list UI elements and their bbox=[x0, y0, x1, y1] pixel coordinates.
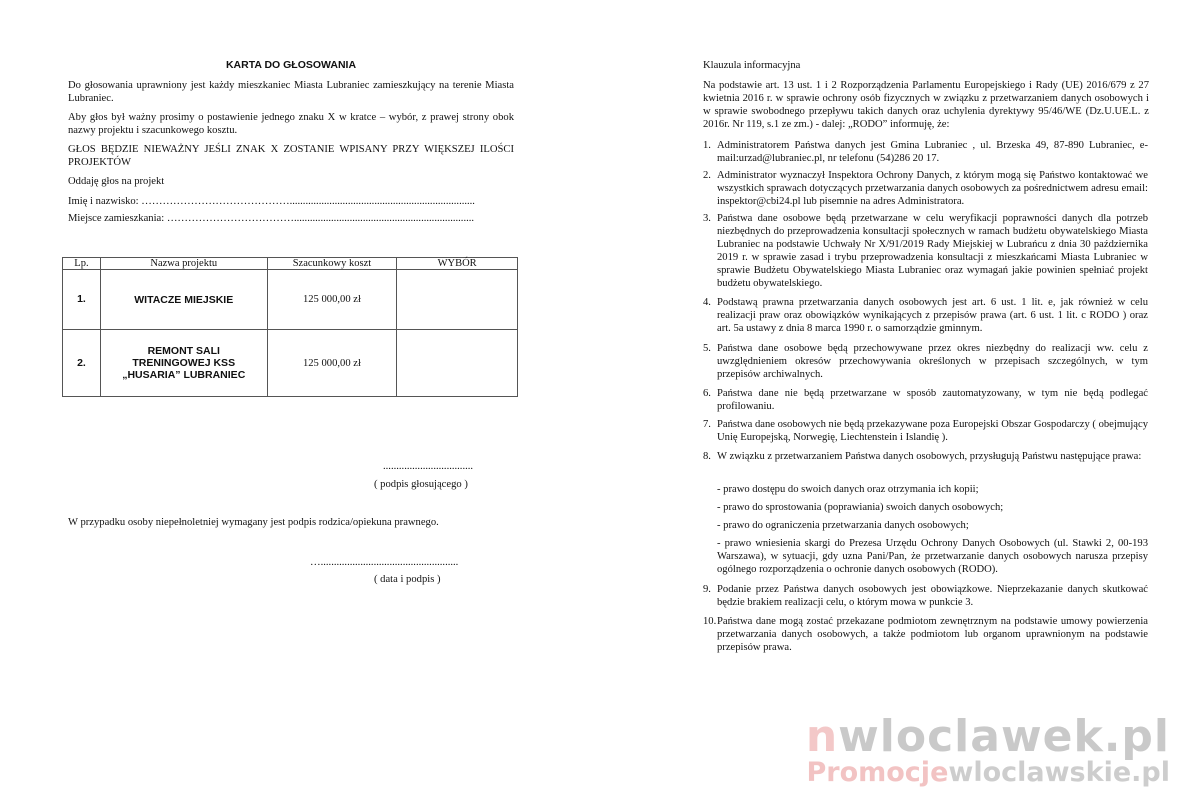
watermark-text: wloclawek.pl bbox=[838, 711, 1170, 762]
item-text: Państwa dane osobowe będą przechowywane przez okres niezbędny do realizacji ww. celu z uwzględnieniem okresów przechowywania określonych w przepisach szczególnych, w tym przepisów archiwalnych. bbox=[717, 343, 1148, 380]
clause-intro: Na podstawie art. 13 ust. 1 i 2 Rozporządzenia Parlamentu Europejskiego i Rady (UE) 2016/679 z 27 kwietnia 2016 r. w sprawie ochrony osób fizycznych w związku z przetwarzaniem danych osobowych i w sprawie swobodnego przepływu takich danych oraz uchylenia dyrektywy 95/46/WE (Dz.U.UE.L. z 2016r. Nr 119, s.1 ze zm.) - dalej: „RODO” informuję, że: bbox=[703, 80, 1149, 130]
item-number: 8. bbox=[703, 451, 711, 462]
header-project-name: Nazwa projektu bbox=[100, 258, 267, 270]
instruction-paragraph: Aby głos był ważny prosimy o postawienie jednego znaku X w kratce – wybór, z prawej strony obok nazwy projektu i szacunkowego kosztu. bbox=[68, 112, 514, 136]
item-number: 4. bbox=[703, 297, 711, 308]
right-item: - prawo dostępu do swoich danych oraz otrzymania ich kopii; bbox=[717, 484, 979, 495]
row-lp: 2. bbox=[63, 330, 101, 397]
signature-label: ( podpis głosującego ) bbox=[374, 479, 468, 490]
watermark-logo-line2 bbox=[806, 757, 1170, 789]
watermark-text: wloclawskie.pl bbox=[948, 757, 1170, 788]
header-lp: Lp. bbox=[63, 258, 101, 270]
clause-item bbox=[703, 450, 1148, 463]
row-project-name: WITACZE MIEJSKIE bbox=[100, 270, 267, 330]
row-cost: 125 000,00 zł bbox=[267, 270, 397, 330]
item-text: Podstawą prawna przetwarzania danych osobowych jest art. 6 ust. 1 lit. e, jak również w celu realizacji praw oraz obowiązków wynikających z przepisów prawa (art. 6 ust. 1 lit. c RODO ) oraz art. 5a ustawy z dnia 8 marca 1990 r. o samorządzie gminnym. bbox=[717, 297, 1148, 334]
clause-item bbox=[703, 212, 1148, 290]
table-row bbox=[63, 330, 518, 397]
item-text: Państwa dane osobowe będą przetwarzane w celu weryfikacji poprawności danych dla potrzeb niezbędnych do przeprowadzenia konsultacji społecznych w ramach budżetu obywatelskiego Miasta Lubraniec na podstawie Uchwały Nr X/91/2019 Rady Miejskiej w Lubrańcu z dnia 30 października 2019 r. w sprawie zasad i trybu przeprowadzenia konsultacji z mieszkańcami Miasta Lubraniec w sprawie Budżetu Obywatelskiego Miasta Lubraniec oraz wymagań jakie powinien spełniać projekt budżetu obywatelskiego. bbox=[717, 213, 1148, 289]
item-text: Podanie przez Państwa danych osobowych jest obowiązkowe. Nieprzekazanie danych skutkować będzie brakiem realizacji celu, o którym mowa w punkcie 3. bbox=[717, 584, 1148, 608]
address-field[interactable]: Miejsce zamieszkania: ……………………………….................................................................... bbox=[68, 213, 475, 224]
choice-box-1[interactable] bbox=[397, 270, 518, 330]
watermark-logo-line1 bbox=[806, 712, 1170, 762]
row-lp: 1. bbox=[63, 270, 101, 330]
watermark-accent: n bbox=[805, 711, 839, 762]
item-number: 9. bbox=[703, 584, 711, 595]
right-item: - prawo do ograniczenia przetwarzania danych osobowych; bbox=[717, 520, 969, 531]
vote-declaration: Oddaję głos na projekt bbox=[68, 176, 165, 187]
row-cost: 125 000,00 zł bbox=[267, 330, 397, 397]
ballot-title: KARTA DO GŁOSOWANIA bbox=[225, 59, 357, 71]
table-header-row bbox=[63, 258, 518, 270]
item-number: 2. bbox=[703, 170, 711, 181]
clause-item bbox=[703, 615, 1148, 654]
date-signature-label: ( data i podpis ) bbox=[374, 574, 441, 585]
item-text: W związku z przetwarzaniem Państwa danych osobowych, przysługują Państwu następujące prawa: bbox=[717, 451, 1142, 462]
clause-item bbox=[703, 342, 1148, 381]
clause-item bbox=[703, 583, 1148, 609]
item-number: 1. bbox=[703, 140, 711, 151]
projects-table bbox=[62, 257, 518, 397]
header-choice: WYBÓR bbox=[397, 258, 518, 270]
item-number: 5. bbox=[703, 343, 711, 354]
right-item: - prawo wniesienia skargi do Prezesa Urzędu Ochrony Danych Osobowych (ul. Stawki 2, 00-193 Warszawa), w sytuacji, gdy uzna Pani/Pan, że przetwarzanie danych osobowych narusza przepisy ogólnego rozporządzenia o ochronie danych osobowych (RODO). bbox=[717, 538, 1148, 575]
item-number: 3. bbox=[703, 213, 711, 224]
minor-note: W przypadku osoby niepełnoletniej wymagany jest podpis rodzica/opiekuna prawnego. bbox=[68, 517, 439, 528]
item-text: Administratorem Państwa danych jest Gmina Lubraniec , ul. Brzeska 49, 87-890 Lubraniec, e-mail:urzad@lubraniec.pl, nr telefonu (54)286 20 17. bbox=[717, 140, 1148, 164]
clause-item bbox=[703, 387, 1148, 413]
watermark-accent: Promocje bbox=[806, 757, 949, 788]
invalid-vote-warning: GŁOS BĘDZIE NIEWAŻNY JEŚLI ZNAK X ZOSTANIE WPISANY PRZY WIĘKSZEJ ILOŚCI PROJEKTÓW bbox=[68, 144, 514, 168]
name-field[interactable]: Imię i nazwisko: ……………………………………...................................................................... bbox=[68, 196, 475, 207]
clause-item bbox=[703, 296, 1148, 335]
right-item: - prawo do sprostowania (poprawiania) swoich danych osobowych; bbox=[717, 502, 1004, 513]
clause-item bbox=[703, 418, 1148, 444]
item-number: 7. bbox=[703, 419, 711, 430]
clause-title: Klauzula informacyjna bbox=[703, 60, 801, 71]
signature-line[interactable]: .................................. bbox=[383, 461, 474, 472]
row-project-name: REMONT SALI TRENINGOWEJ KSS „HUSARIA” LUBRANIEC bbox=[100, 330, 267, 397]
item-number: 10. bbox=[703, 616, 717, 627]
choice-box-2[interactable] bbox=[397, 330, 518, 397]
header-estimated-cost: Szacunkowy koszt bbox=[267, 258, 397, 270]
table-row bbox=[63, 270, 518, 330]
item-number: 6. bbox=[703, 388, 711, 399]
item-text: Państwa dane mogą zostać przekazane podmiotom zewnętrznym na podstawie umowy powierzenia przetwarzania danych osobowych, a także podmiotom lub organom uprawnionym na podstawie przepisów prawa. bbox=[717, 616, 1148, 653]
item-text: Państwa dane nie będą przetwarzane w sposób zautomatyzowany, w tym nie będą podlegać profilowaniu. bbox=[717, 388, 1148, 412]
eligibility-paragraph: Do głosowania uprawniony jest każdy mieszkaniec Miasta Lubraniec zamieszkujący na terenie Miasta Lubraniec. bbox=[68, 80, 514, 104]
item-text: Państwa dane osobowych nie będą przekazywane poza Europejski Obszar Gospodarczy ( obejmujący Unię Europejską, Norwegię, Liechtenstein i Islandię ). bbox=[717, 419, 1148, 443]
clause-item bbox=[703, 139, 1148, 165]
item-text: Administrator wyznaczył Inspektora Ochrony Danych, z którym mogą się Państwo kontaktować we wszystkich sprawach dotyczących przetwarzania danych osobowych za pośrednictwem adresu email: inspektor@cbi24.pl lub pisemnie na adres Administratora. bbox=[717, 170, 1148, 207]
clause-item bbox=[703, 169, 1148, 208]
date-signature-line[interactable]: ….................................................... bbox=[310, 557, 459, 568]
